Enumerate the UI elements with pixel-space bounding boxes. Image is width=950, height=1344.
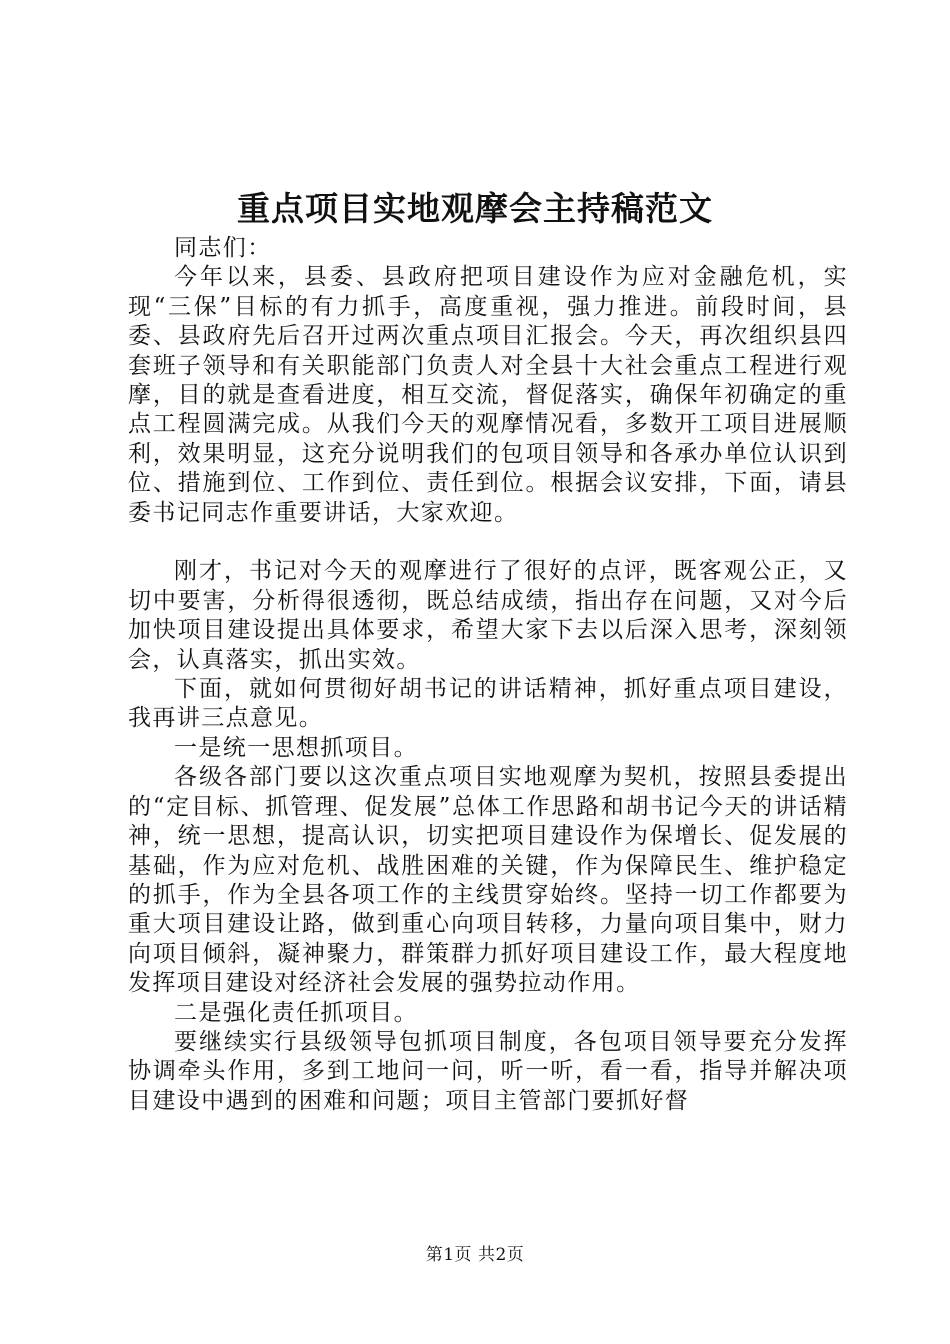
paragraph-heading-1: 一是统一思想抓项目。 xyxy=(174,734,418,761)
paragraph-salutation: 同志们： xyxy=(174,235,272,261)
paragraph-transition: 下面，就如何贯彻好胡书记的讲话精神，抓好重点项目建设，我再讲三点意见。 xyxy=(128,676,848,732)
paragraph-heading-2: 二是强化责任抓项目。 xyxy=(174,999,418,1026)
document-title: 重点项目实地观摩会主持稿范文 xyxy=(237,189,713,228)
document-body xyxy=(128,234,848,1116)
paragraph-review: 刚才，书记对今天的观摩进行了很好的点评，既客观公正，又切中要害，分析得很透彻，既总结成绩，指出存在问题，又对今后加快项目建设提出具体要求，希望大家下去以后深入思考，深刻领会，认真落实，抓出实效。 xyxy=(128,558,848,673)
paragraph-point-2: 要继续实行县级领导包抓项目制度，各包项目领导要充分发挥协调牵头作用，多到工地问一问，听一听，看一看，指导并解决项目建设中遇到的困难和问题；项目主管部门要抓好督 xyxy=(128,1028,848,1114)
paragraph-point-1: 各级各部门要以这次重点项目实地观摩为契机，按照县委提出的“定目标、抓管理、促发展”总体工作思路和胡书记今天的讲话精神，统一思想，提高认识，切实把项目建设作为保增长、促发展的基础，作为应对危机、战胜困难的关键，作为保障民生、维护稳定的抓手，作为全县各项工作的主线贯穿始终。坚持一切工作都要为重大项目建设让路，做到重心向项目转移，力量向项目集中，财力向项目倾斜，凝神聚力，群策群力抓好项目建设工作，最大程度地发挥项目建设对经济社会发展的强势拉动作用。 xyxy=(128,764,848,997)
page-number-footer: 第1页 共2页 xyxy=(425,1245,525,1265)
paragraph-blank-line xyxy=(128,528,848,557)
paragraph-opening: 今年以来，县委、县政府把项目建设作为应对金融危机，实现“三保”目标的有力抓手，高度重视，强力推进。前段时间，县委、县政府先后召开过两次重点项目汇报会。今天，再次组织县四套班子领导和有关职能部门负责人对全县十大社会重点工程进行观摩，目的就是查看进度，相互交流，督促落实，确保年初确定的重点工程圆满完成。从我们今天的观摩情况看，多数开工项目进展顺利，效果明显，这充分说明我们的包项目领导和各承办单位认识到位、措施到位、工作到位、责任到位。根据会议安排，下面，请县委书记同志作重要讲话，大家欢迎。 xyxy=(128,264,848,526)
